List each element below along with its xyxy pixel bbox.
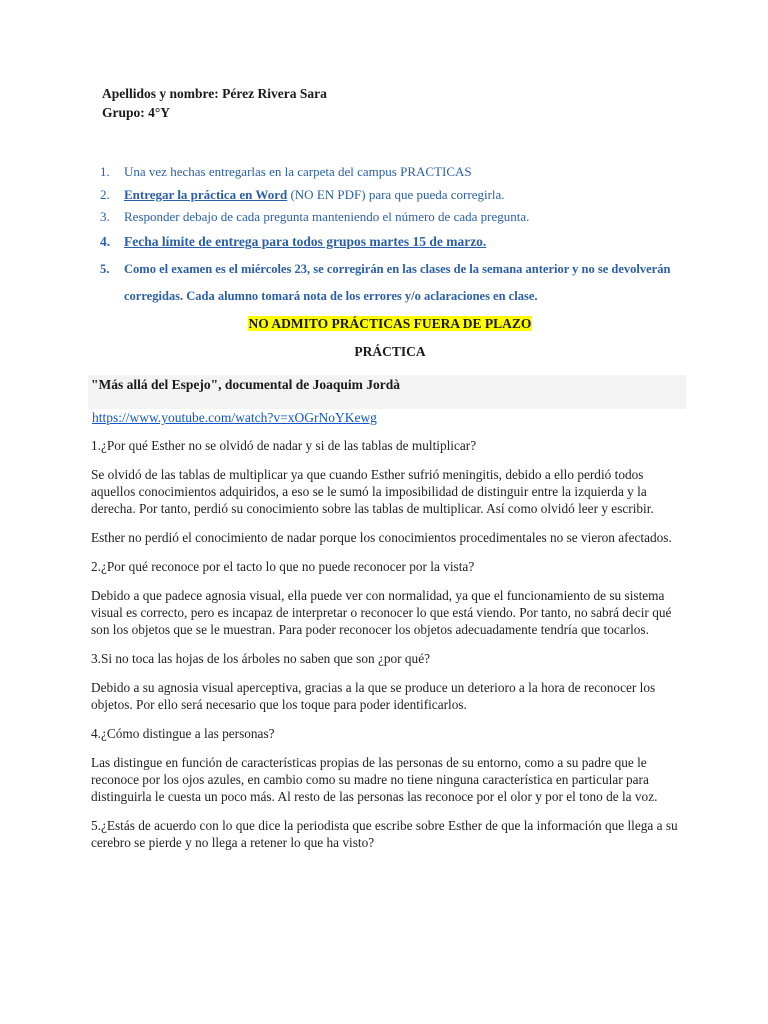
practica-title: PRÁCTICA [354,344,426,359]
answer-4: Las distingue en función de características propias de las personas de su entorno, como a su padre que le reconoce por los ojos azules, en cambio como su madre no tiene ninguna característica en particular para distinguirla le cuesta un poco más. Al resto de las personas las reconoce por el olor y por el tono de la voz. [91,755,658,804]
question-4: 4.¿Cómo distingue a las personas? [91,726,275,741]
instruction-emphasis: Entregar la práctica en Word [124,187,288,202]
question-1: 1.¿Por qué Esther no se olvidó de nadar y si de las tablas de multiplicar? [91,438,477,453]
instruction-text: Responder debajo de cada pregunta manteniendo el número de cada pregunta. [124,209,530,224]
instruction-number: 5. [100,262,110,276]
answer-2: Debido a que padece agnosia visual, ella puede ver con normalidad, ya que el funcionamiento de su sistema visual es correcto, pero es incapaz de interpretar o reconocer lo que está viendo. Por tanto, no sabrá decir qué son los objetos que se le muestran. Para poder reconocer los objetos adecuadamente tendría que tocarlos. [91,588,672,637]
question-5: 5.¿Estás de acuerdo con lo que dice la periodista que escribe sobre Esther de que la información que llega a su cerebro se pierde y no llega a retener lo que ha visto? [91,818,678,850]
instruction-text: (NO EN PDF) para que pueda corregirla. [287,187,505,202]
documentary-title: "Más allá del Espejo", documental de Joaquim Jordà [88,375,686,409]
student-name: Apellidos y nombre: Pérez Rivera Sara [102,86,327,101]
student-group: Grupo: 4°Y [102,105,171,120]
instruction-text: Como el examen es el miércoles 23, se corregirán en las clases de la semana anterior y no se devolverán corregidas. Cada alumno tomará nota de los errores y/o aclaraciones en clase. [124,262,671,303]
answer-3: Debido a su agnosia visual aperceptiva, gracias a la que se produce un deterioro a la hora de reconocer los objetos. Por ello será necesario que los toque para poder identificarlos. [91,680,656,712]
instruction-text: Una vez hechas entregarlas en la carpeta del campus PRACTICAS [124,164,472,179]
instruction-number: 2. [100,187,110,202]
answer-1-paragraph-2: Esther no perdió el conocimiento de nadar porque los conocimientos procedimentales no se vieron afectados. [91,530,672,545]
instruction-item [100,207,700,232]
question-3: 3.Si no toca las hojas de los árboles no saben que son ¿por qué? [91,651,430,666]
highlighted-warning-text: NO ADMITO PRÁCTICAS FUERA DE PLAZO [248,316,532,331]
instruction-item [100,185,700,207]
questions-and-answers [91,437,691,863]
deadline-warning [90,316,690,332]
instruction-number: 1. [100,164,110,179]
instruction-item [100,232,700,256]
instruction-item [100,256,700,310]
answer-1-paragraph-1: Se olvidó de las tablas de multiplicar ya que cuando Esther sufrió meningitis, debido a ello perdió todos aquellos conocimientos adquiridos, a eso se le sumó la imposibilidad de distinguir entre la izquierda y la derecha. Por tanto, perdió su conocimiento sobre las tablas de multiplicar. Así como olvidó leer y escribir. [91,467,654,516]
instruction-item [100,162,700,185]
video-link[interactable]: https://www.youtube.com/watch?v=xOGrNoYKewg [92,410,377,425]
instruction-text: Fecha límite de entrega para todos grupos martes 15 de marzo. [124,234,487,249]
instructions-list [100,162,700,310]
instruction-number: 3. [100,209,110,224]
instruction-number: 4. [100,234,111,249]
question-2: 2.¿Por qué reconoce por el tacto lo que no puede reconocer por la vista? [91,559,475,574]
student-header [102,84,327,122]
